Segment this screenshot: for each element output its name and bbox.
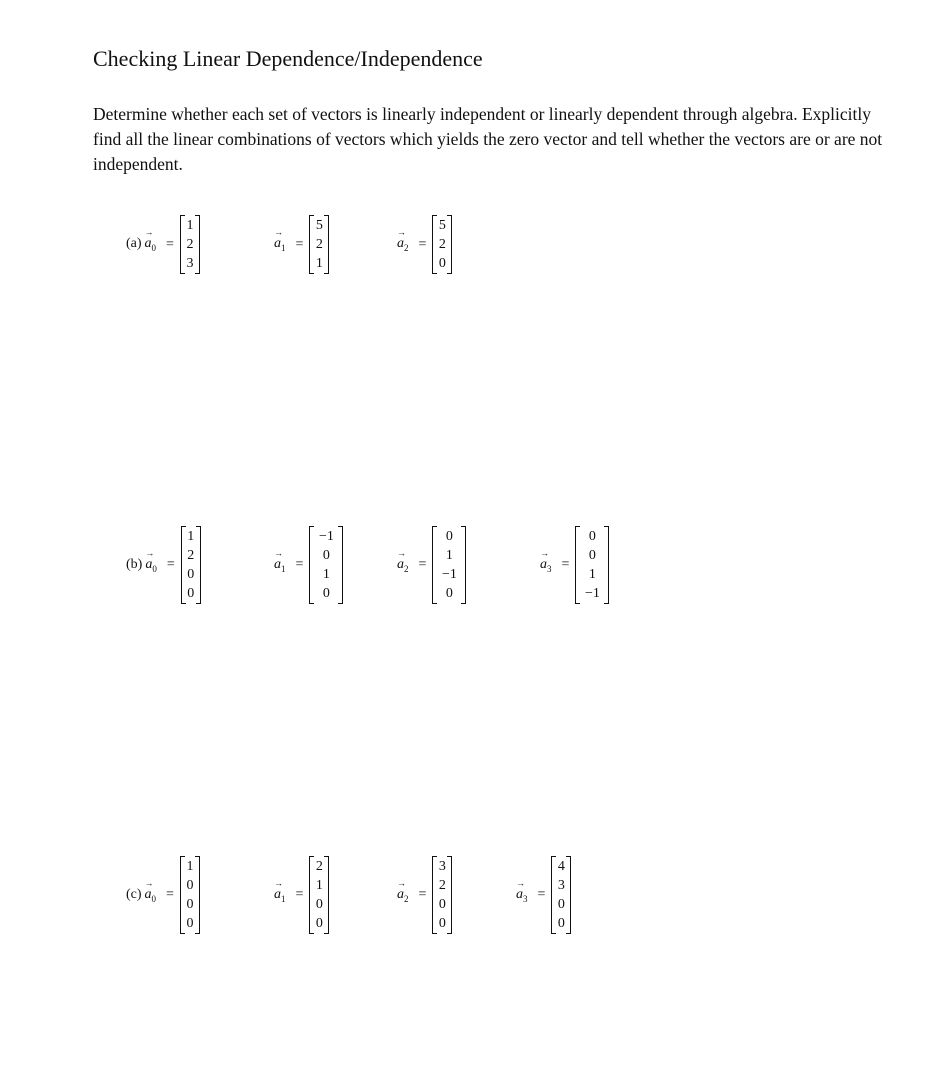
vector-c3 xyxy=(516,856,571,934)
vector-entry: 0 xyxy=(438,897,446,912)
vector-entry: 1 xyxy=(588,567,596,582)
vector-name: → $a_2$ xyxy=(397,547,409,574)
equals-sign: = xyxy=(166,557,175,572)
vector-a0 xyxy=(126,215,200,274)
column-vector xyxy=(309,526,343,604)
vector-b2 xyxy=(397,526,466,604)
vector-name: → $a_1$ xyxy=(274,547,286,574)
vector-entry: 1 xyxy=(322,567,330,582)
vector-name: → $a_1$ xyxy=(274,227,286,253)
vector-b3 xyxy=(540,526,609,604)
vector-entry: 1 xyxy=(445,548,453,563)
vector-name: → $a_3$ xyxy=(516,877,528,904)
vector-name: → $a_0$ xyxy=(145,547,157,574)
arrow-icon: → xyxy=(274,227,283,238)
equals-sign: = xyxy=(295,557,304,572)
vector-entry: 0 xyxy=(588,548,596,563)
arrow-icon: → xyxy=(144,877,154,888)
vector-entry: 0 xyxy=(445,529,453,544)
vector-entry: 3 xyxy=(186,256,194,271)
column-vector xyxy=(180,215,200,274)
vector-entry: 0 xyxy=(557,916,565,931)
vector-name: → $a_1$ xyxy=(274,877,286,904)
equals-sign: = xyxy=(295,236,304,252)
arrow-icon: → xyxy=(540,547,549,558)
arrow-icon: → xyxy=(397,547,406,558)
vector-c1 xyxy=(274,856,329,934)
vector-entry: 5 xyxy=(315,218,323,233)
vector-entry: −1 xyxy=(441,567,457,582)
vector-entry: −1 xyxy=(318,529,334,544)
column-vector xyxy=(432,856,452,934)
vector-b1 xyxy=(274,526,343,604)
vector-entry: 1 xyxy=(186,859,194,874)
column-vector xyxy=(432,215,452,274)
arrow-icon: → xyxy=(274,877,283,888)
column-vector xyxy=(432,526,466,604)
problem-label: (b) xyxy=(126,556,143,572)
equals-sign: = xyxy=(295,887,304,902)
page-title: Checking Linear Dependence/Independence xyxy=(93,46,483,71)
vector-a1 xyxy=(274,215,329,274)
vector-entry: 2 xyxy=(187,548,195,563)
instructions-paragraph: Determine whether each set of vectors is linearly independent or linearly dependent through algebra. Explicitly find all the linear combinations of vectors which yields the zero vector and tell whether the vectors are or are not independent. xyxy=(93,104,883,174)
vector-entry: 0 xyxy=(186,897,194,912)
column-vector xyxy=(309,215,329,274)
vector-entry: 0 xyxy=(315,916,323,931)
vector-name: → $a_0$ xyxy=(144,877,157,904)
vector-entry: 2 xyxy=(438,878,446,893)
problem-label: (a) xyxy=(126,236,142,252)
vector-name: → $a_3$ xyxy=(540,547,552,574)
vector-entry: 0 xyxy=(438,256,446,271)
vector-entry: 5 xyxy=(438,218,446,233)
vector-entry: 0 xyxy=(445,586,453,601)
vector-entry: 3 xyxy=(438,859,446,874)
column-vector xyxy=(309,856,329,934)
column-vector xyxy=(181,526,201,604)
vector-name: → $a_2$ xyxy=(397,877,409,904)
vector-entry: 1 xyxy=(186,218,194,233)
vector-c0 xyxy=(126,856,200,934)
vector-b0 xyxy=(126,526,201,604)
arrow-icon: → xyxy=(144,227,154,238)
arrow-icon: → xyxy=(397,227,406,238)
equals-sign: = xyxy=(418,557,427,572)
arrow-icon: → xyxy=(145,547,155,558)
equals-sign: = xyxy=(166,887,174,902)
vector-name: → $a_2$ xyxy=(397,227,409,253)
vector-entry: −1 xyxy=(584,586,600,601)
vector-entry: 1 xyxy=(187,529,195,544)
arrow-icon: → xyxy=(516,877,525,888)
vector-entry: 0 xyxy=(438,916,446,931)
vector-entry: 0 xyxy=(588,529,596,544)
vector-entry: 0 xyxy=(186,916,194,931)
equals-sign: = xyxy=(166,236,174,252)
vector-entry: 0 xyxy=(315,897,323,912)
vector-c2 xyxy=(397,856,452,934)
arrow-icon: → xyxy=(397,877,406,888)
equals-sign: = xyxy=(561,557,570,572)
vector-entry: 2 xyxy=(315,859,323,874)
vector-entry: 3 xyxy=(557,878,565,893)
equals-sign: = xyxy=(418,887,427,902)
vector-a2 xyxy=(397,215,452,274)
vector-entry: 0 xyxy=(187,586,195,601)
vector-entry: 1 xyxy=(315,878,323,893)
vector-entry: 2 xyxy=(438,237,446,252)
vector-entry: 0 xyxy=(557,897,565,912)
vector-entry: 2 xyxy=(315,237,323,252)
arrow-icon: → xyxy=(274,547,283,558)
column-vector xyxy=(575,526,609,604)
vector-entry: 0 xyxy=(322,548,330,563)
vector-entry: 2 xyxy=(186,237,194,252)
vector-name: → $a_0$ xyxy=(144,227,157,253)
vector-entry: 1 xyxy=(315,256,323,271)
vector-entry: 0 xyxy=(322,586,330,601)
equals-sign: = xyxy=(537,887,546,902)
vector-entry: 0 xyxy=(187,567,195,582)
problem-label: (c) xyxy=(126,886,142,902)
column-vector xyxy=(180,856,200,934)
column-vector xyxy=(551,856,571,934)
vector-entry: 0 xyxy=(186,878,194,893)
vector-entry: 4 xyxy=(557,859,565,874)
equals-sign: = xyxy=(418,236,427,252)
